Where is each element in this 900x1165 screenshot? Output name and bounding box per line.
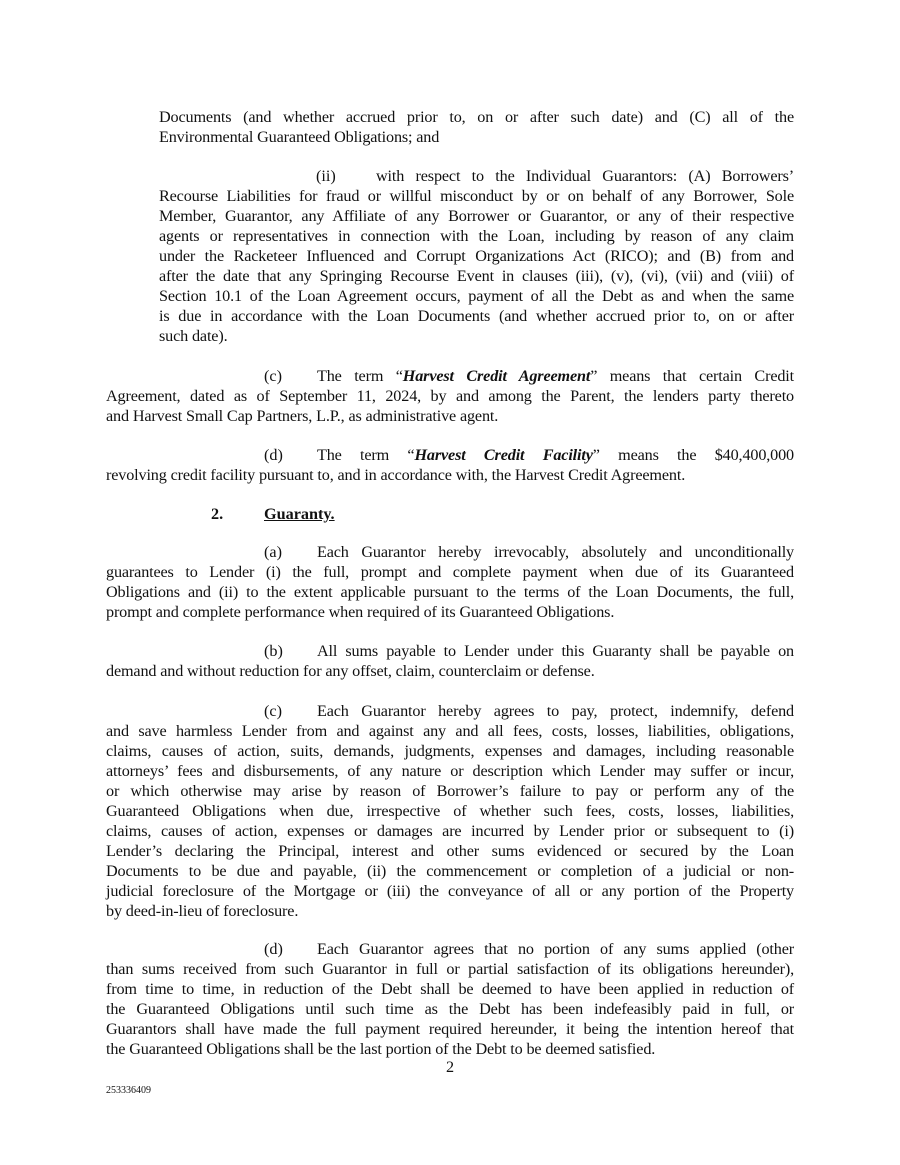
clause-line: under the Racketeer Influenced and Corrupt Organizations Act (RICO); and (B) from and [159, 247, 794, 265]
definition-line: Agreement, dated as of September 11, 2024, by and among the Parent, the lenders party thereto [106, 387, 794, 405]
definition-suffix: ” means that certain Credit [590, 367, 794, 385]
paragraph-line: by deed-in-lieu of foreclosure. [106, 902, 299, 920]
paragraph-line: or which otherwise may arise by reason of Borrower’s failure to pay or perform any of the [106, 782, 794, 800]
paragraph-line: Documents to be due and payable, (ii) the commencement or completion of a judicial or non- [106, 862, 794, 880]
paragraph-line: judicial foreclosure of the Mortgage or (iii) the conveyance of all or any portion of the Property [106, 882, 794, 900]
paragraph-first-line: All sums payable to Lender under this Guaranty shall be payable on [317, 642, 794, 660]
definition-line: and Harvest Small Cap Partners, L.P., as administrative agent. [106, 407, 499, 425]
definition-prefix: The term “ [317, 446, 415, 464]
paragraph-line: Guarantors shall have made the full payment required hereunder, it being the intention hereof that [106, 1020, 794, 1038]
paragraph-line: claims, causes of action, suits, demands, judgments, expenses and damages, including reasonable [106, 742, 794, 760]
clause-line: after the date that any Springing Recourse Event in clauses (iii), (v), (vi), (vii) and (viii) of [159, 267, 794, 285]
definition-line: revolving credit facility pursuant to, and in accordance with, the Harvest Credit Agreement. [106, 466, 686, 484]
clause-line: Recourse Liabilities for fraud or willful misconduct by or on behalf of any Borrower, Sole [159, 187, 794, 205]
paragraph-line: Guaranteed Obligations when due, irrespective of whether such fees, costs, losses, liabilities, [106, 802, 794, 820]
section-title: Guaranty. [264, 505, 335, 523]
definition-first-line [317, 366, 794, 386]
defined-term: Harvest Credit Facility [414, 446, 593, 464]
page-number: 2 [445, 1058, 455, 1076]
paragraph-line: attorneys’ fees and disbursements, of any nature or description which Lender may suffer or incur, [106, 762, 794, 780]
paragraph-line: Obligations and (ii) to the extent applicable pursuant to the terms of the Loan Documents, the full, [106, 583, 794, 601]
paragraph-line: from time to time, in reduction of the Debt shall be deemed to have been applied in reduction of [106, 980, 794, 998]
paragraph-line: than sums received from such Guarantor in full or partial satisfaction of its obligations hereunder), [106, 960, 794, 978]
definition-label: (c) [264, 367, 282, 385]
continuation-line: Documents (and whether accrued prior to, on or after such date) and (C) all of the [159, 108, 794, 126]
definition-label: (d) [264, 446, 283, 464]
paragraph-label: (d) [264, 940, 283, 958]
definition-prefix: The term “ [317, 367, 403, 385]
paragraph-line: Lender’s declaring the Principal, interest and other sums evidenced or secured by the Loan [106, 842, 794, 860]
section-number: 2. [211, 505, 224, 523]
defined-term: Harvest Credit Agreement [402, 367, 591, 385]
clause-first-line: with respect to the Individual Guarantors: (A) Borrowers’ [376, 167, 794, 185]
paragraph-first-line: Each Guarantor agrees that no portion of any sums applied (other [317, 940, 794, 958]
paragraph-label: (a) [264, 543, 282, 561]
continuation-line: Environmental Guaranteed Obligations; and [159, 128, 440, 146]
clause-line: Section 10.1 of the Loan Agreement occurs, payment of all the Debt as and when the same [159, 287, 794, 305]
definition-suffix: ” means the $40,400,000 [592, 446, 795, 464]
clause-line: agents or representatives in connection with the Loan, including by reason of any claim [159, 227, 794, 245]
paragraph-line: guarantees to Lender (i) the full, prompt and complete payment when due of its Guaranteed [106, 563, 794, 581]
clause-line: is due in accordance with the Loan Documents (and whether accrued prior to, on or after [159, 307, 794, 325]
clause-line: such date). [159, 327, 228, 345]
paragraph-line: and save harmless Lender from and against any and all fees, costs, losses, liabilities, obligations, [106, 722, 794, 740]
clause-line: Member, Guarantor, any Affiliate of any Borrower or Guarantor, or any of their respective [159, 207, 794, 225]
paragraph-line: claims, causes of action, expenses or damages are incurred by Lender prior or subsequent to (i) [106, 822, 794, 840]
paragraph-line: the Guaranteed Obligations shall be the last portion of the Debt to be deemed satisfied. [106, 1040, 656, 1058]
paragraph-label: (b) [264, 642, 283, 660]
paragraph-first-line: Each Guarantor hereby irrevocably, absolutely and unconditionally [317, 543, 794, 561]
paragraph-line: prompt and complete performance when required of its Guaranteed Obligations. [106, 603, 615, 621]
definition-first-line [317, 445, 794, 465]
paragraph-line: the Guaranteed Obligations until such time as the Debt has been indefeasibly paid in full, or [106, 1000, 794, 1018]
paragraph-label: (c) [264, 702, 282, 720]
paragraph-first-line: Each Guarantor hereby agrees to pay, protect, indemnify, defend [317, 702, 794, 720]
document-id: 253336409 [106, 1085, 151, 1096]
clause-label: (ii) [316, 167, 336, 185]
paragraph-line: demand and without reduction for any offset, claim, counterclaim or defense. [106, 662, 595, 680]
